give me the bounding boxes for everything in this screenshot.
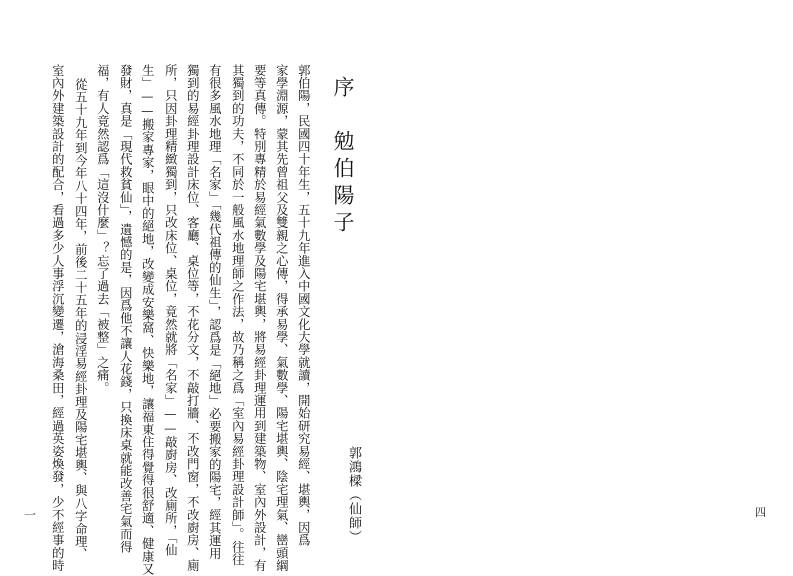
text-column: 獨到的易經卦理設計床位、客廳、桌位等，不花分文，不敲打牆、不改門窗，不改廚房、廁 <box>185 64 200 572</box>
text-column: 郭伯陽，民國四十年生，五十九年進入中國文化大學就讀，開始研究易經、堪輿，因爲 <box>296 64 311 547</box>
author-name: 郭鴻樑（仙師） <box>346 446 361 544</box>
text-column: 從五十九年到今年八十四年，前後二十五年的浸淫易經卦理及陽宅堪輿、與八字命理、 <box>73 78 88 561</box>
margin-mark: 一 <box>24 508 37 522</box>
text-column: 生」——搬家專家，眼中的絕地，改變成安樂窩、快樂地，讓福東住得覺得很舒適、健康又 <box>140 64 155 576</box>
text-column: 發財，真是「現代救貧仙」，遺憾的是，因爲他不讓人花錢，只換床桌就能改善宅氣而得 <box>118 64 133 554</box>
preface-title: 序 勉伯陽子 <box>331 76 355 238</box>
text-column: 家學淵源，蒙其先曾祖父及雙親之心傳，得承易學、氣數學、陽宅堪輿、陰宅理氣、巒頭綱 <box>274 64 289 572</box>
text-column: 有很多風水地理「名家」「幾代祖傳的仙生」，認爲是「絕地」必要搬家的陽宅，經其運用 <box>207 64 222 560</box>
text-column: 要等真傳。特別專精於易經氣數學及陽宅堪輿，將易經卦理運用到建築物、室內外設計，有 <box>252 64 267 572</box>
page-number: 四 <box>755 506 766 519</box>
text-column: 福，有人竟然認爲「這沒什麼」？忘了過去「被整」之痛。 <box>95 64 110 395</box>
text-column: 室內外建築設計的配合，看過多少人事浮沉變遷，滄海桑田，經過英姿煥發，少不經事的時 <box>50 64 65 572</box>
text-column: 所，只因卦理精緻獨到，只改床位、桌位，竟然就將「名家」——敲廚房、改廁所，「仙 <box>163 64 178 557</box>
text-column: 其獨到的功夫，不同於一般風水地理師之作法，故乃稱之爲「室內易經卦理設計師」。往往 <box>230 64 245 566</box>
